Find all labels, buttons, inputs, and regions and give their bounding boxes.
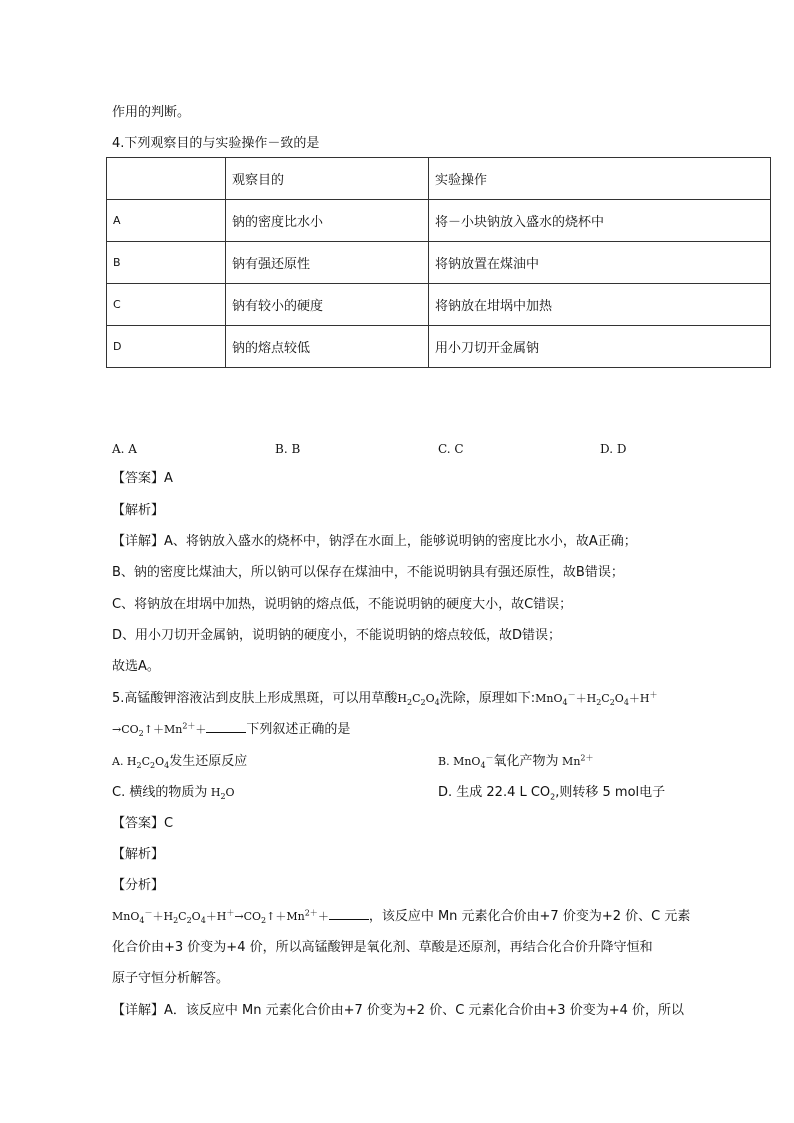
reaction-equation-part2: $\to CO_2↑+Mn^{2+}+$ bbox=[112, 721, 207, 739]
q5-stem-part2: 洗除，原理如下: bbox=[439, 691, 536, 706]
table-cell: A bbox=[107, 200, 226, 242]
table-cell: 将钠放置在煤油中 bbox=[429, 242, 771, 284]
table-row bbox=[107, 326, 771, 368]
table-row bbox=[107, 242, 771, 284]
table-cell: 钠有强还原性 bbox=[226, 242, 429, 284]
table-cell: 钠的熔点较低 bbox=[226, 326, 429, 368]
question-4-stem: 4.下列观察目的与实验操作－致的是 bbox=[112, 136, 320, 151]
table-cell: 钠的密度比水小 bbox=[226, 200, 429, 242]
q5-option-d-sub: 2 bbox=[550, 792, 556, 802]
q5-option-a bbox=[112, 752, 247, 772]
q5-fenxi-line1 bbox=[112, 907, 690, 927]
table-header-cell: 实验操作 bbox=[429, 158, 771, 200]
table-cell: C bbox=[107, 284, 226, 326]
q5-option-a-formula: A. $H_2C_2O_4$ bbox=[112, 755, 170, 771]
reaction-equation-part1: $MnO_4^-+H_2C_2O_4+H^+$ bbox=[535, 690, 658, 708]
table-cell: D bbox=[107, 326, 226, 368]
table-cell: 钠有较小的硬度 bbox=[226, 284, 429, 326]
q5-answer: 【答案】C bbox=[112, 816, 174, 831]
q4-option-d: D. D bbox=[600, 442, 627, 456]
table-cell: 将－小块钠放入盛水的烧杯中 bbox=[429, 200, 771, 242]
q5-fenxi-label: 【分析】 bbox=[112, 878, 165, 893]
q5-analysis-label: 【解析】 bbox=[112, 847, 165, 862]
equation-blank bbox=[206, 720, 246, 733]
question-5-stem-line2 bbox=[112, 720, 350, 740]
table-cell: 用小刀切开金属钠 bbox=[429, 326, 771, 368]
q5-option-d-text: D. 生成 22.4 L CO bbox=[438, 785, 551, 800]
q5-option-b-ion: $Mn^{2+}$ bbox=[558, 753, 594, 768]
q4-option-c: C. C bbox=[438, 442, 464, 456]
table-header-cell bbox=[107, 158, 226, 200]
table-cell: 将钠放在坩埚中加热 bbox=[429, 284, 771, 326]
q5-option-a-text: 发生还原反应 bbox=[169, 754, 248, 769]
question-5-stem-line1 bbox=[112, 689, 658, 709]
q4-detail-line: 故选A。 bbox=[112, 659, 160, 674]
table-row bbox=[107, 284, 771, 326]
observation-table bbox=[106, 157, 771, 368]
q5-option-b bbox=[438, 752, 594, 772]
fenxi-equation: $MnO_4^-+H_2C_2O_4+H^+\to CO_2↑+Mn^{2+}+$ bbox=[112, 908, 329, 926]
q4-detail-line: B、钠的密度比煤油大，所以钠可以保存在煤油中，不能说明钠具有强还原性，故B错误； bbox=[112, 565, 624, 580]
table-header-cell: 观察目的 bbox=[226, 158, 429, 200]
q5-option-d-tail: ,则转移 5 mol电子 bbox=[555, 785, 666, 800]
q5-option-c-text: C. 横线的物质为 bbox=[112, 785, 208, 800]
table-header-row bbox=[107, 158, 771, 200]
q4-detail-line: D、用小刀切开金属钠，说明钠的硬度小，不能说明钠的熔点较低，故D错误； bbox=[112, 628, 562, 643]
q5-stem-line2-end: 下列叙述正确的是 bbox=[246, 722, 351, 737]
q5-fenxi-line3: 原子守恒分析解答。 bbox=[112, 971, 230, 986]
q5-detail-line: 【详解】A．该反应中 Mn 元素化合价由+7 价变为+2 价、C 元素化合价由+3 价变为+4 价，所以 bbox=[112, 1003, 685, 1018]
q4-answer: 【答案】A bbox=[112, 471, 173, 486]
q5-option-d bbox=[438, 783, 665, 803]
q5-option-c bbox=[112, 783, 235, 803]
q5-fenxi-line1-tail: ，该反应中 Mn 元素化合价由+7 价变为+2 价、C 元素 bbox=[368, 909, 691, 924]
q4-option-a: A. A bbox=[112, 442, 137, 456]
q4-detail-line: 【详解】A、将钠放入盛水的烧杯中，钠浮在水面上，能够说明钠的密度比水小，故A正确； bbox=[112, 534, 637, 549]
q4-option-b: B. B bbox=[275, 442, 301, 456]
q5-option-b-text: 氧化产物为 bbox=[493, 754, 559, 769]
oxalic-acid-formula: $H_2C_2O_4$ bbox=[397, 692, 440, 708]
q5-option-b-formula: B. MnO$_4$－ bbox=[438, 753, 494, 771]
q5-stem-part1: 5.高锰酸钾溶液沾到皮肤上形成黑斑，可以用草酸 bbox=[112, 691, 398, 706]
q5-fenxi-line2: 化合价由+3 价变为+4 价，所以高锰酸钾是氧化剂、草酸是还原剂，再结合化合价升降守恒和 bbox=[112, 940, 653, 955]
table-row bbox=[107, 200, 771, 242]
q4-detail-line: C、将钠放在坩埚中加热，说明钠的熔点低，不能说明钠的硬度大小，故C错误； bbox=[112, 597, 573, 612]
fenxi-blank bbox=[329, 907, 369, 920]
intro-tail: 作用的判断。 bbox=[112, 105, 191, 120]
table-cell: B bbox=[107, 242, 226, 284]
q5-option-c-formula: $H_2O$ bbox=[207, 786, 235, 802]
q4-analysis-label: 【解析】 bbox=[112, 503, 165, 518]
